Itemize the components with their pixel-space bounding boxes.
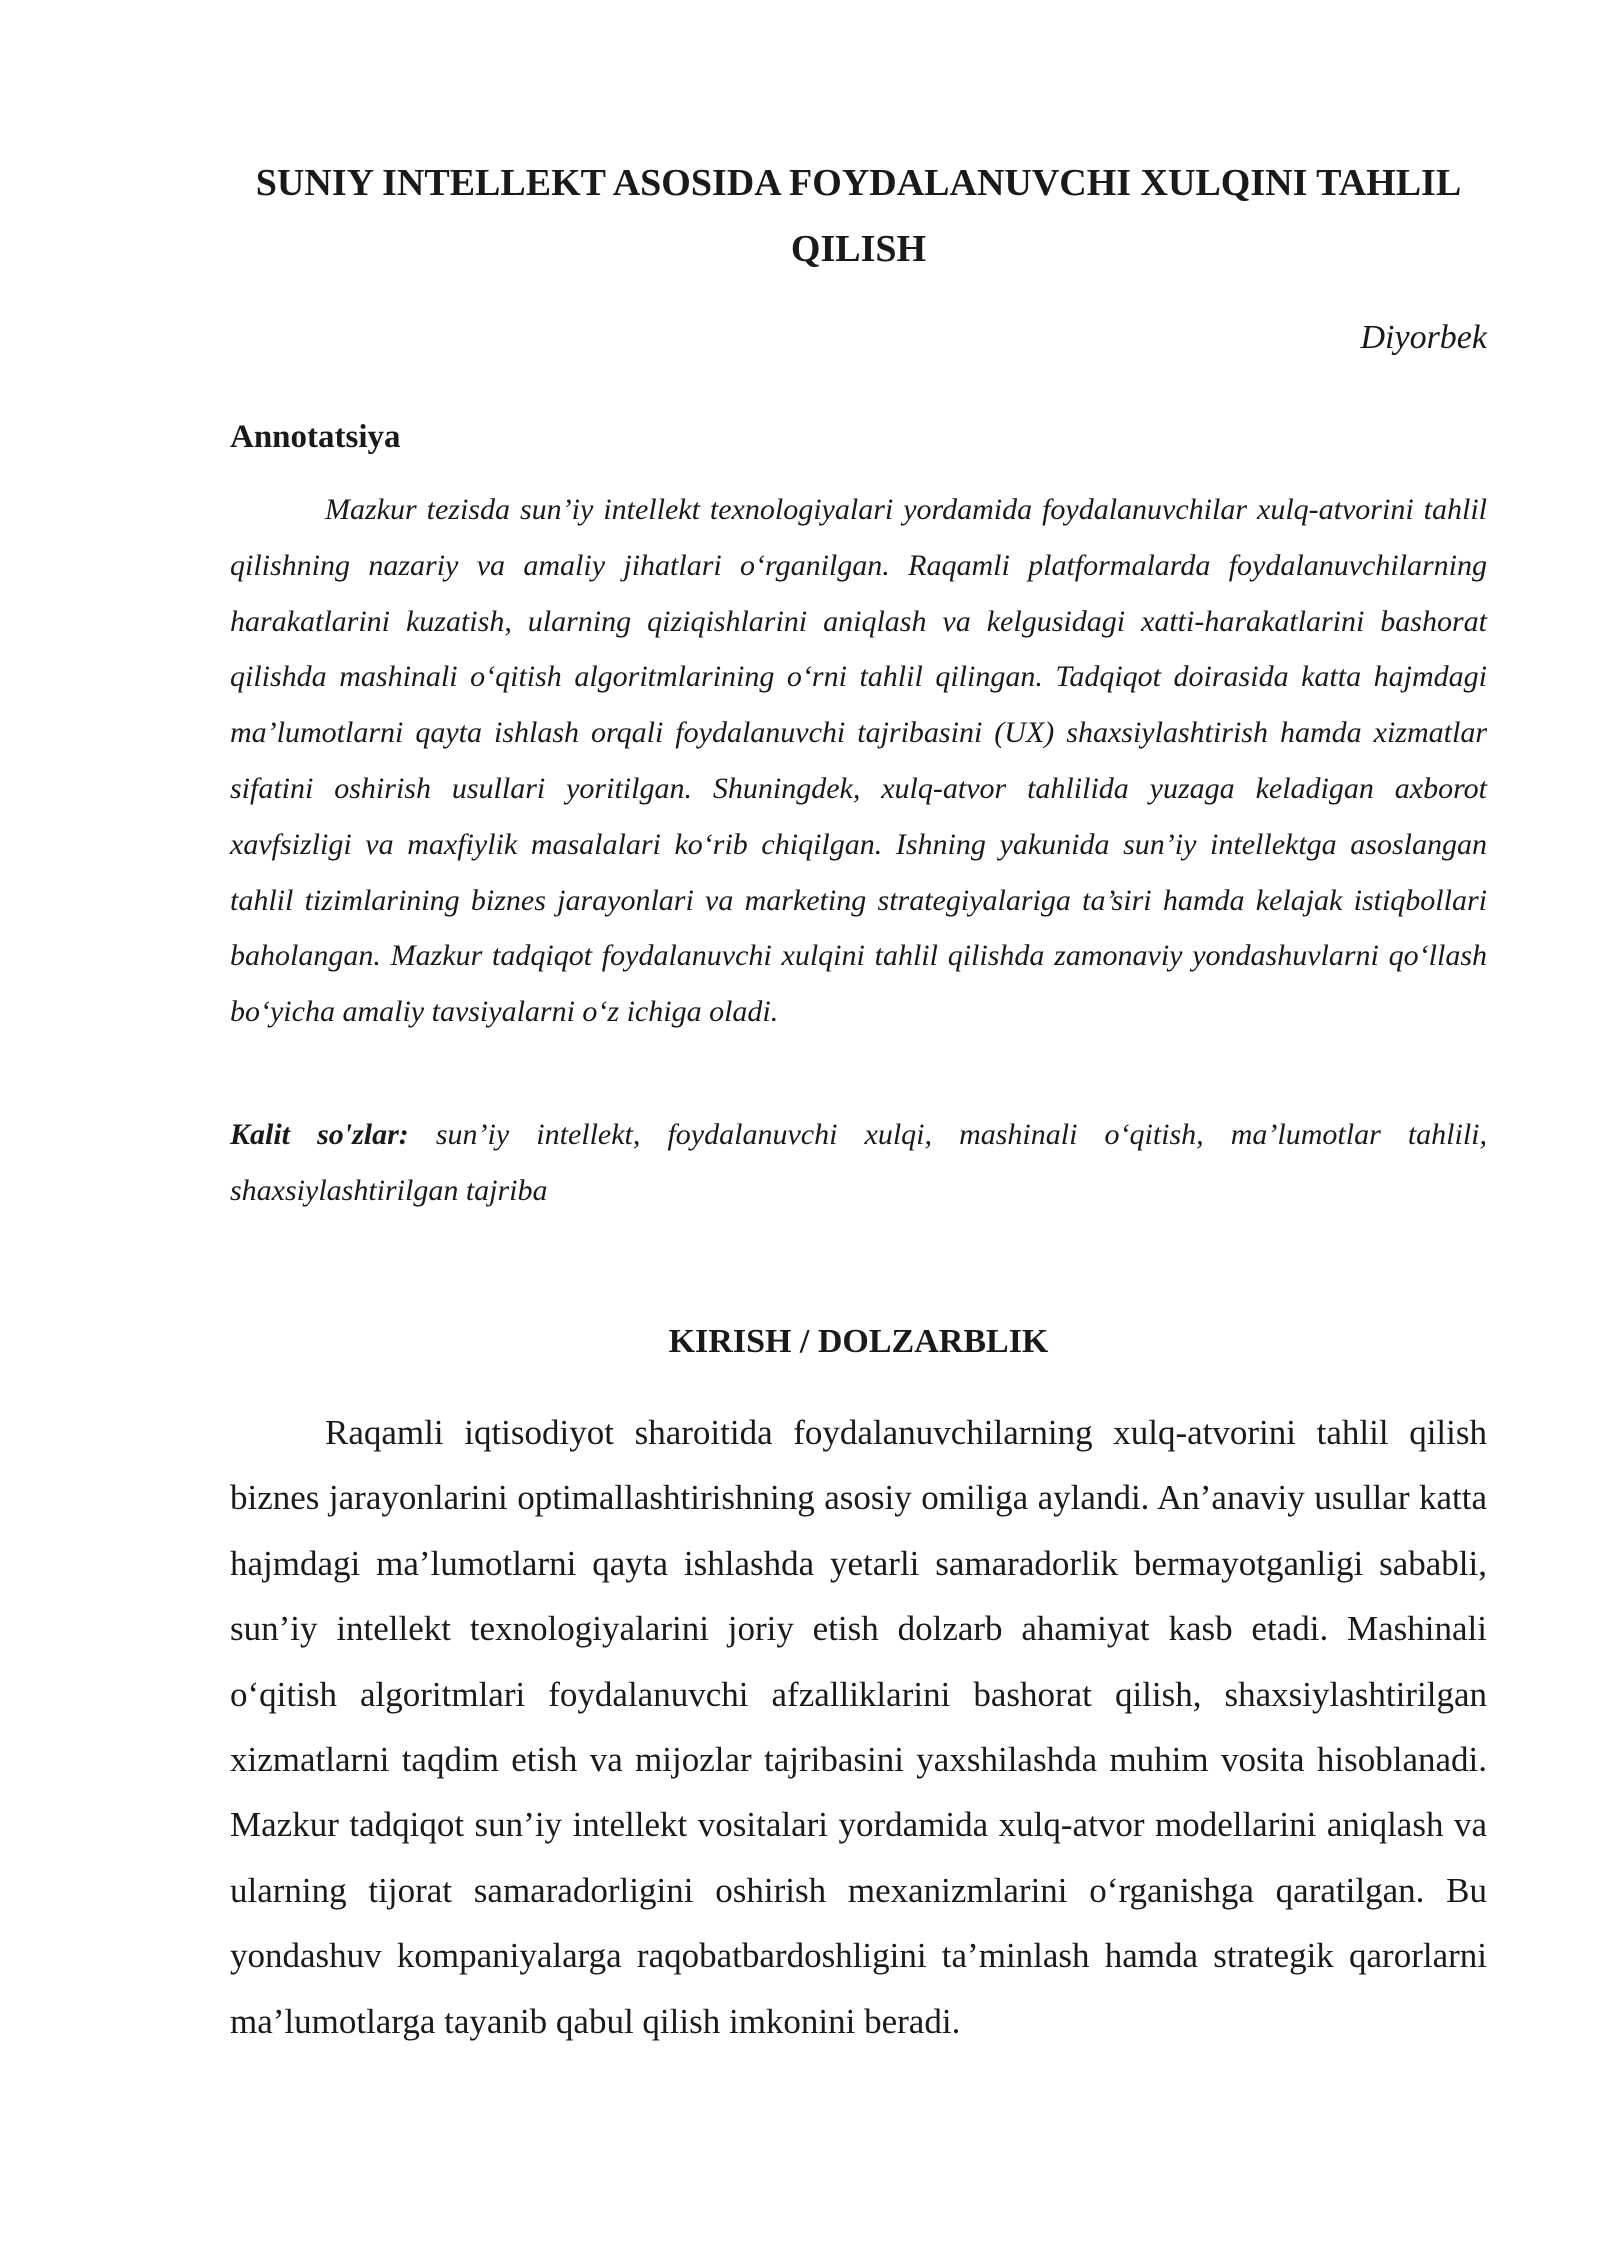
abstract-heading: Annotatsiya xyxy=(230,419,401,455)
abstract-text: Mazkur tezisda sun’iy intellekt texnologiyalari yordamida foydalanuvchilar xulq-atvorini tahlil qilishning nazariy va amaliy jihatlari o‘rganilgan. Raqamli platformalarda foydalanuvchilarning harakatlarini kuzatish, ularning qiziqishlarini aniqlash va kelgusidagi xatti-harakatlarini bashorat qilishda mashinali o‘qitish algoritmlarining o‘rni tahlil qilingan. Tadqiqot doirasida katta hajmdagi ma’lumotlarni qayta ishlash orqali foydalanuvchi tajribasini (UX) shaxsiylashtirish hamda xizmatlar sifatini oshirish usullari yoritilgan. Shuningdek, xulq-atvor tahlilida yuzaga keladigan axborot xavfsizligi va maxfiylik masalalari ko‘rib chiqilgan. Ishning yakunida sun’iy intellektga asoslangan tahlil tizimlarining biznes jarayonlari va marketing strategiyalariga ta’siri hamda kelajak istiqbollari baholangan. Mazkur tadqiqot foydalanuvchi xulqini tahlil qilishda zamonaviy yondashuvlarni qo‘llash bo‘yicha amaliy tavsiyalarni o‘z ichiga oladi. xyxy=(230,493,1487,1029)
keywords-paragraph xyxy=(230,1107,1487,1219)
section-heading: KIRISH / DOLZARBLIK xyxy=(668,1323,1049,1360)
keywords-label: Kalit so'zlar: xyxy=(230,1118,409,1151)
paper-title: SUNIY INTELLEKT ASOSIDA FOYDALANUVCHI XULQINI TAHLIL QILISH xyxy=(255,162,1462,270)
section-body-text: Raqamli iqtisodiyot sharoitida foydalanuvchilarning xulq-atvorini tahlil qilish biznes jarayonlarini optimallashtirishning asosiy omiliga aylandi. An’anaviy usullar katta hajmdagi ma’lumotlarni qayta ishlashda yetarli samaradorlik bermayotganligi sababli, sun’iy intellekt texnologiyalarini joriy etish dolzarb ahamiyat kasb etadi. Mashinali o‘qitish algoritmlari foydalanuvchi afzalliklarini bashorat qilish, shaxsiylashtirilgan xizmatlarni taqdim etish va mijozlar tajribasini yaxshilashda muhim vosita hisoblanadi. Mazkur tadqiqot sun’iy intellekt vositalari yordamida xulq-atvor modellarini aniqlash va ularning tijorat samaradorligini oshirish mexanizmlarini o‘rganishga qaratilgan. Bu yondashuv kompaniyalarga raqobatbardoshligini ta’minlash hamda strategik qarorlarni ma’lumotlarga tayanib qabul qilish imkonini beradi. xyxy=(230,1413,1487,2041)
author-name: Diyorbek xyxy=(1360,319,1487,356)
keywords-text: sun’iy intellekt, foydalanuvchi xulqi, mashinali o‘qitish, ma’lumotlar tahlili, shaxsiylashtirilgan tajriba xyxy=(230,1118,1488,1207)
